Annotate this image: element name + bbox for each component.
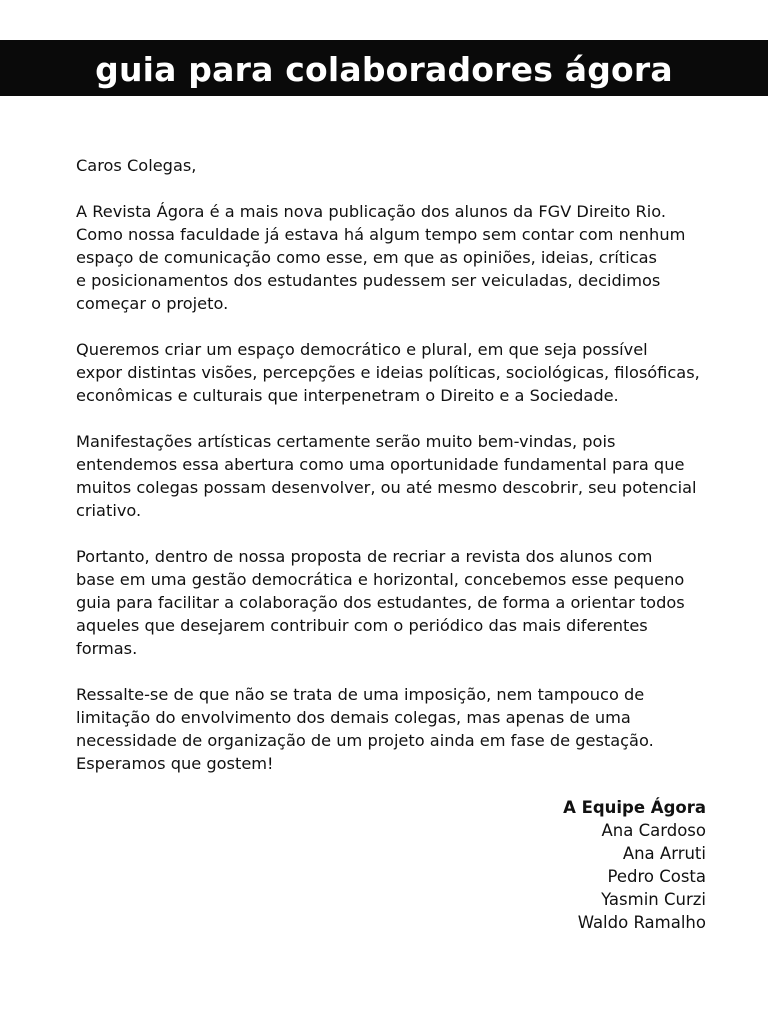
paragraph-guide <box>76 545 706 660</box>
signature-member: Ana Arruti <box>622 844 706 863</box>
paragraph-line: muitos colegas possam desenvolver, ou até mesmo descobrir, seu potencial <box>76 478 697 497</box>
paragraph-line: Como nossa faculdade já estava há algum tempo sem contar com nenhum <box>76 225 686 244</box>
header-bar <box>0 40 768 96</box>
page-title: guia para colaboradores ágora <box>95 50 673 89</box>
paragraph-line: guia para facilitar a colaboração dos estudantes, de forma a orientar todos <box>76 593 685 612</box>
paragraph-line: começar o projeto. <box>76 294 229 313</box>
paragraph-line: limitação do envolvimento dos demais colegas, mas apenas de uma <box>76 708 631 727</box>
paragraph-line: Portanto, dentro de nossa proposta de recriar a revista dos alunos com <box>76 547 653 566</box>
paragraph-line: necessidade de organização de um projeto ainda em fase de gestação. <box>76 731 654 750</box>
paragraph-line: Queremos criar um espaço democrático e plural, em que seja possível <box>76 340 648 359</box>
letter-body <box>76 154 706 798</box>
salutation: Caros Colegas, <box>76 156 197 175</box>
paragraph-line: e posicionamentos dos estudantes pudessem ser veiculadas, decidimos <box>76 271 661 290</box>
paragraph-line: econômicas e culturais que interpenetram o Direito e a Sociedade. <box>76 386 619 405</box>
paragraph-line: base em uma gestão democrática e horizontal, concebemos esse pequeno <box>76 570 685 589</box>
paragraph-line: Esperamos que gostem! <box>76 754 274 773</box>
paragraph-closing <box>76 683 706 775</box>
paragraph-line: Manifestações artísticas certamente serão muito bem-vindas, pois <box>76 432 616 451</box>
paragraph-line: entendemos essa abertura como uma oportunidade fundamental para que <box>76 455 685 474</box>
paragraph-line: criativo. <box>76 501 142 520</box>
signature-team: A Equipe Ágora <box>563 798 706 817</box>
paragraph-goal <box>76 338 706 407</box>
signature-block <box>563 796 706 934</box>
paragraph-intro <box>76 200 706 315</box>
paragraph-line: Ressalte-se de que não se trata de uma imposição, nem tampouco de <box>76 685 645 704</box>
paragraph-arts <box>76 430 706 522</box>
paragraph-line: espaço de comunicação como esse, em que as opiniões, ideias, críticas <box>76 248 657 267</box>
signature-member: Yasmin Curzi <box>601 890 706 909</box>
signature-member: Ana Cardoso <box>601 821 706 840</box>
signature-member: Waldo Ramalho <box>577 913 706 932</box>
paragraph-line: A Revista Ágora é a mais nova publicação dos alunos da FGV Direito Rio. <box>76 202 667 221</box>
signature-member: Pedro Costa <box>607 867 706 886</box>
paragraph-line: formas. <box>76 639 138 658</box>
paragraph-line: expor distintas visões, percepções e ideias políticas, sociológicas, filosóficas, <box>76 363 700 382</box>
paragraph-line: aqueles que desejarem contribuir com o periódico das mais diferentes <box>76 616 648 635</box>
